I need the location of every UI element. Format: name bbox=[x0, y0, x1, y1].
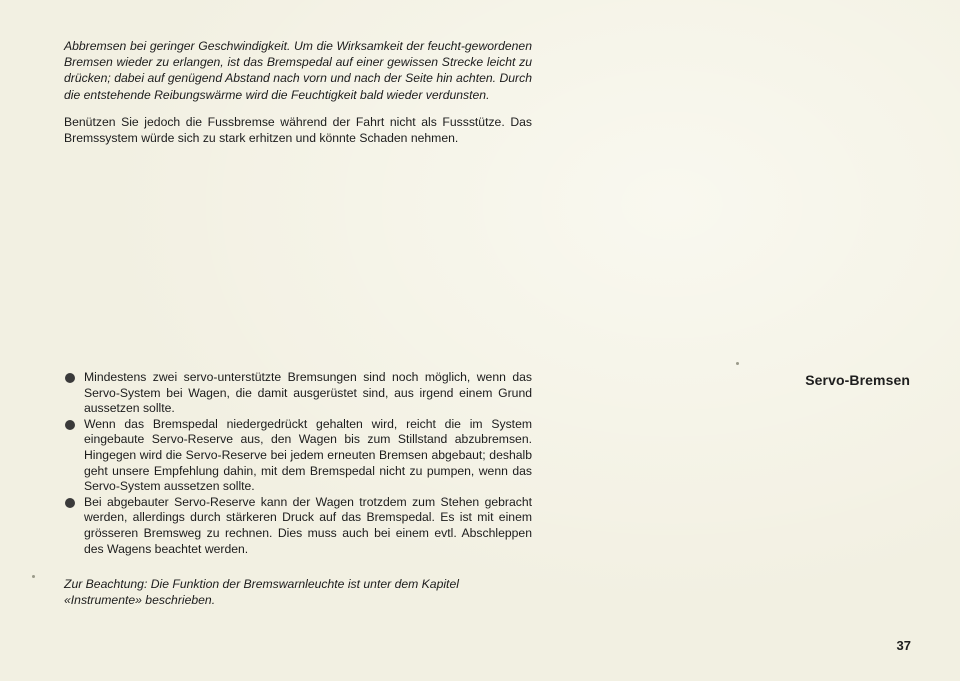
intro-text-column bbox=[64, 38, 532, 146]
brake-warning-light-note: Zur Beachtung: Die Funktion der Bremswarnleuchte ist unter dem Kapitel «Instrumente» beschrieben. bbox=[64, 577, 459, 608]
page-number: 37 bbox=[896, 638, 911, 653]
bullet-item-2 bbox=[64, 417, 532, 495]
servo-brake-bullet-list bbox=[64, 370, 532, 557]
bullet-dot-icon bbox=[65, 373, 75, 383]
bullet-text: Bei abgebauter Servo-Reserve kann der Wagen trotzdem zum Stehen gebracht werden, allerdings durch stärkeren Druck auf das Bremspedal. Es ist mit einem grösseren Bremsweg zu rechnen. Dies muss auch bei einem evtl. Abschleppen des Wagens beachtet werden. bbox=[84, 494, 532, 556]
paper-speck bbox=[736, 362, 739, 365]
bullet-item-1 bbox=[64, 370, 532, 417]
bullet-text: Mindestens zwei servo-unterstützte Bremsungen sind noch möglich, wenn das Servo-System bei Wagen, die damit ausgerüstet sind, aus irgend einem Grund aussetzen sollte. bbox=[84, 370, 532, 416]
wet-brakes-paragraph: Abbremsen bei geringer Geschwindigkeit. Um die Wirksamkeit der feucht-gewordenen Bremsen wieder zu erlangen, ist das Bremspedal auf einer gewissen Strecke leicht zu drücken; dabei auf genügend Abstand nach vorn und nach der Seite hin achten. Durch die entstehende Reibungswärme wird die Feuchtigkeit bald wieder verdunsten. bbox=[64, 39, 532, 102]
bullet-dot-icon bbox=[65, 498, 75, 508]
section-title: Servo-Bremsen bbox=[805, 372, 910, 388]
foot-rest-warning-paragraph: Benützen Sie jedoch die Fussbremse während der Fahrt nicht als Fussstütze. Das Bremssystem würde sich zu stark erhitzen und könnte Schaden nehmen. bbox=[64, 114, 532, 146]
paper-speck bbox=[32, 575, 35, 578]
bullet-dot-icon bbox=[65, 420, 75, 430]
bullet-text: Wenn das Bremspedal niedergedrückt gehalten wird, reicht die im System eingebaute Servo-Reserve aus, den Wagen bis zum Stillstand abzubremsen. Hingegen wird die Servo-Reserve bei jedem erneuten Bremsen abgebaut; deshalb geht unsere Empfehlung dahin, mit dem Bremspedal nicht zu pumpen, wenn das Servo-System aussetzen sollte. bbox=[84, 416, 532, 494]
bullet-item-3 bbox=[64, 495, 532, 557]
